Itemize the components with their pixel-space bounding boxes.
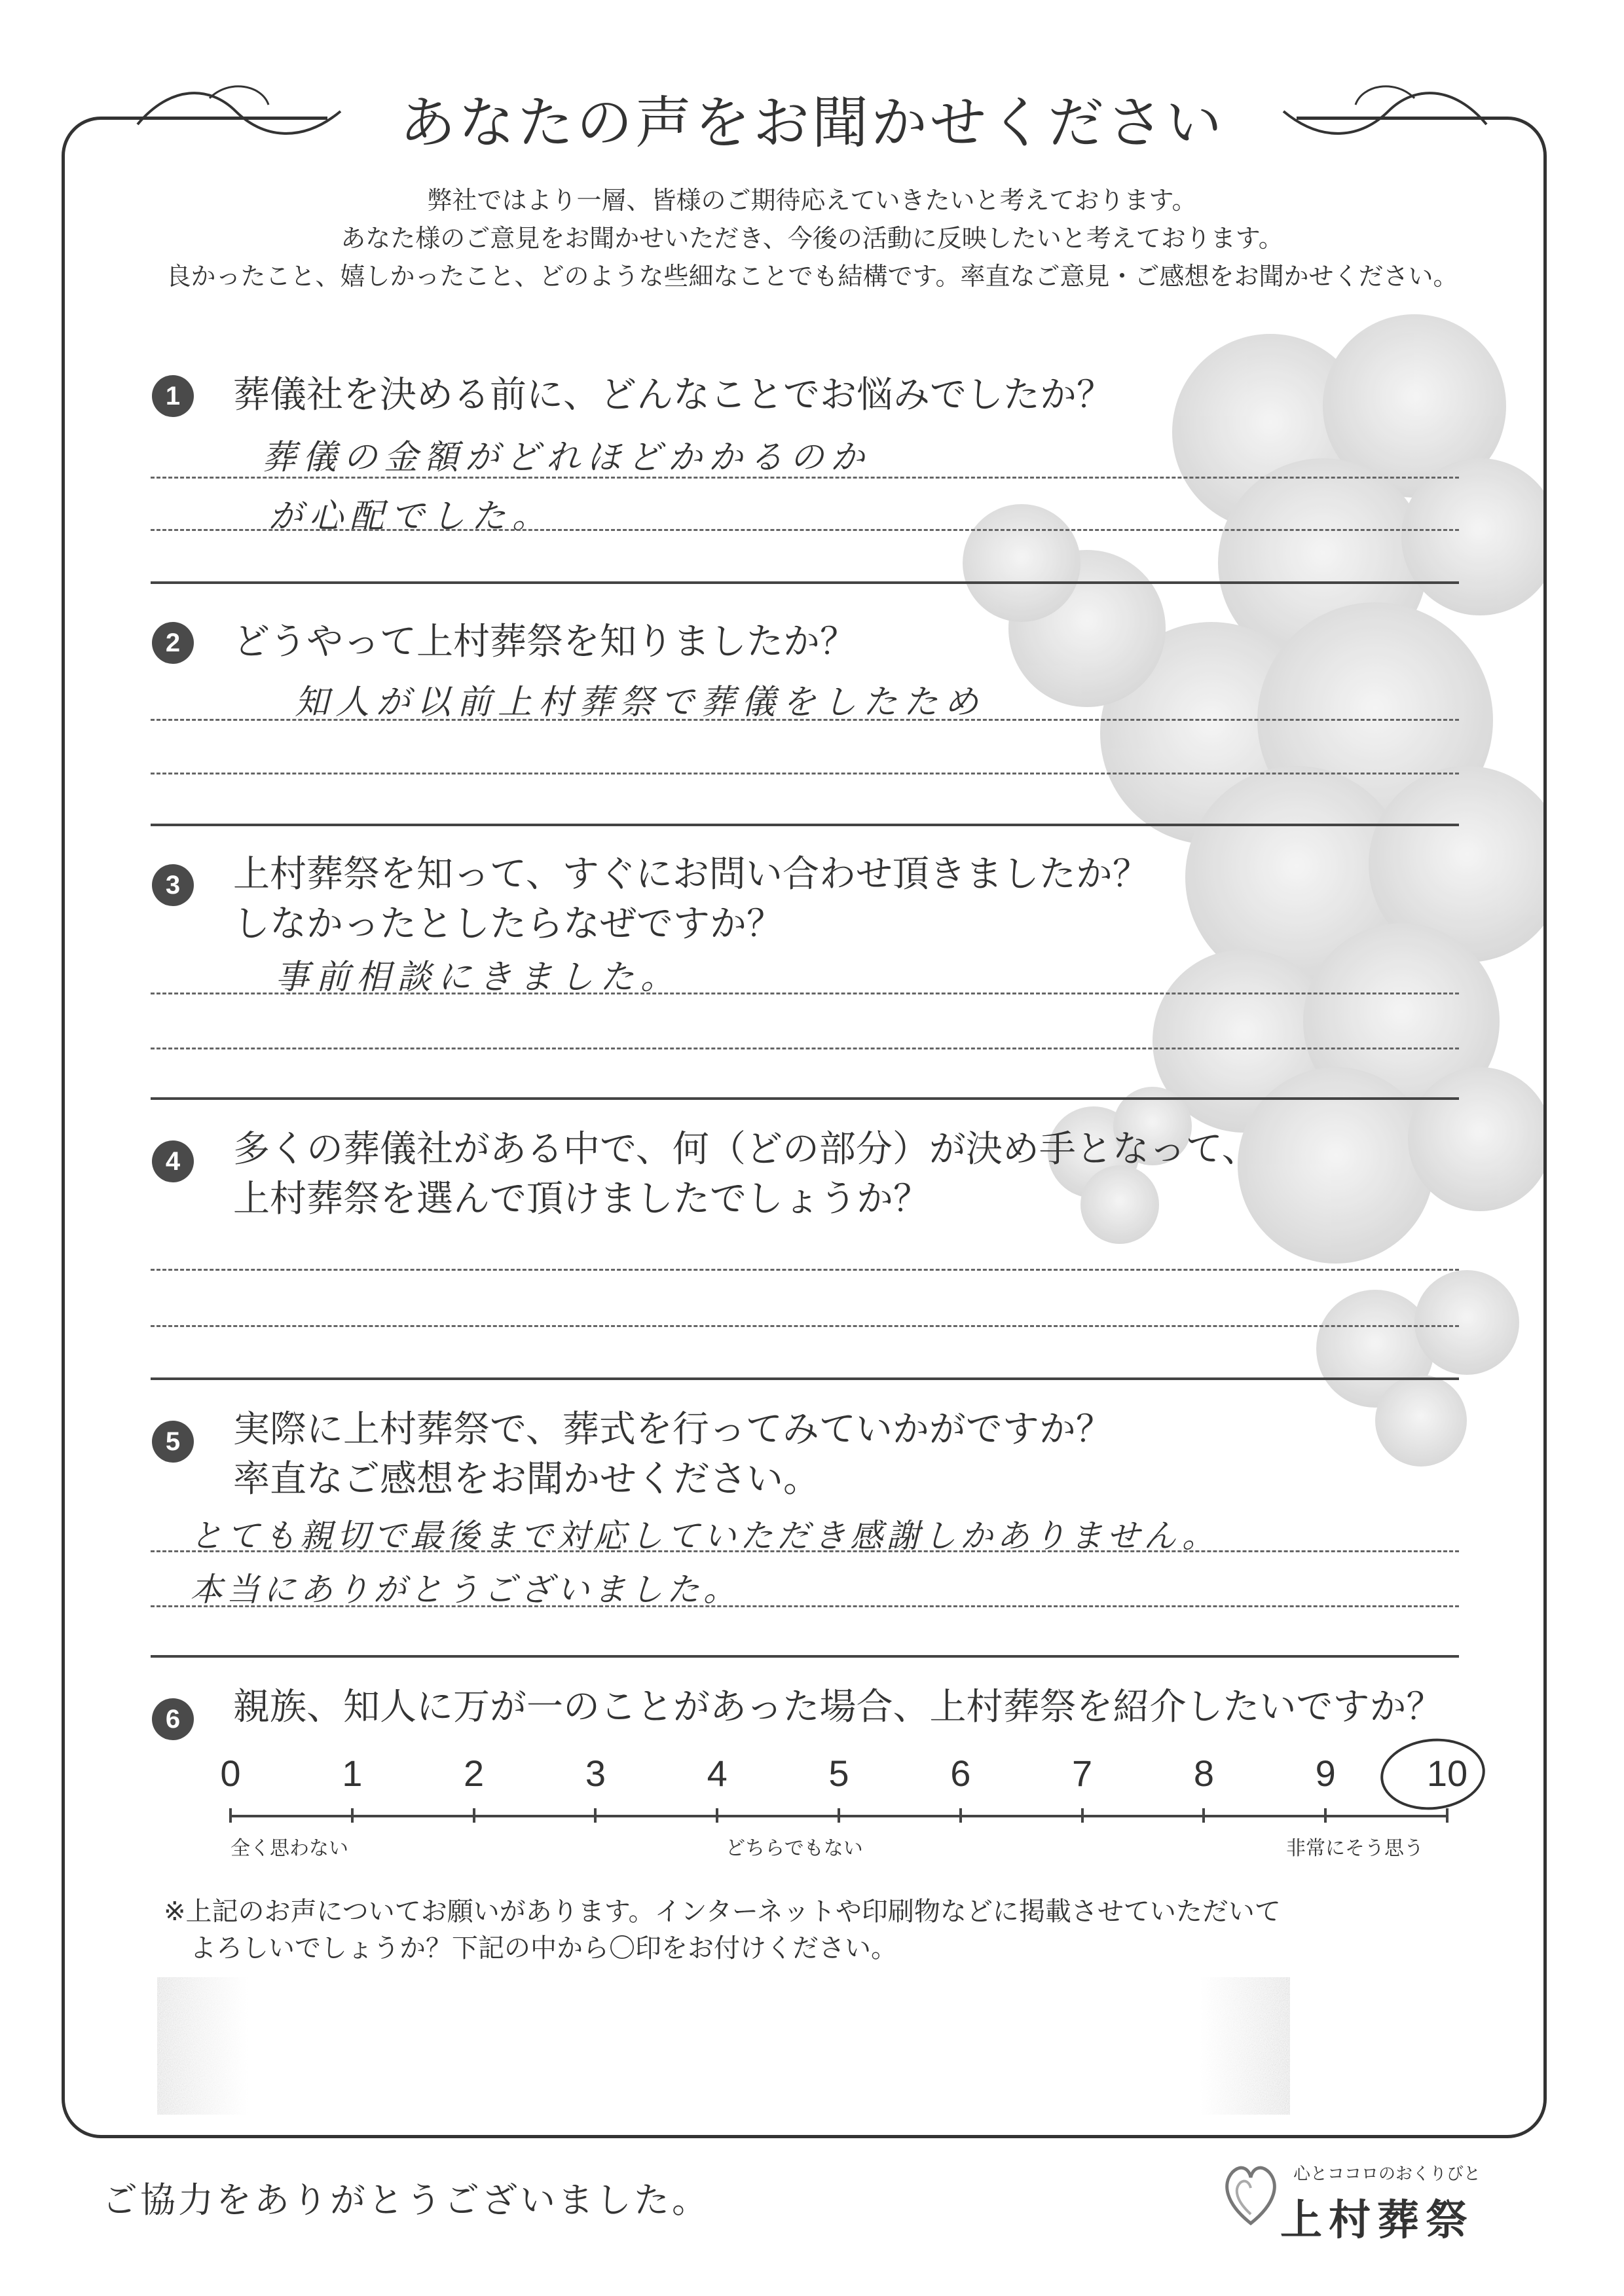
scale-tick xyxy=(838,1808,840,1823)
question-number-badge: 3 xyxy=(152,864,194,906)
scale-tick xyxy=(229,1808,232,1823)
question-text: 率直なご感想をお聞かせください。 xyxy=(233,1458,820,1501)
scale-tick xyxy=(1081,1808,1084,1823)
brand-tagline: 心とココロのおくりびと xyxy=(1293,2164,1481,2184)
scale-tick xyxy=(594,1808,597,1823)
scale-tick xyxy=(1202,1808,1205,1823)
scale-value-4[interactable]: 4 xyxy=(707,1753,728,1794)
scale-value-3[interactable]: 3 xyxy=(585,1753,606,1794)
section-divider xyxy=(151,1097,1459,1100)
question-number-badge: 1 xyxy=(152,375,194,417)
scale-mid-label: どちらでもない xyxy=(726,1837,863,1860)
scale-tick xyxy=(1446,1808,1449,1823)
brand-name: 上村葬祭 xyxy=(1280,2196,1474,2245)
answer-line xyxy=(151,993,1459,994)
handwritten-answer: 本当にありがとうございました。 xyxy=(190,1571,740,1609)
answer-line xyxy=(151,529,1459,531)
handwritten-answer: 葬儀の金額がどれほどかかるのか xyxy=(262,438,872,477)
question-text: 実際に上村葬祭で、葬式を行ってみていかがですか？ xyxy=(233,1408,1113,1451)
heart-logo-icon xyxy=(1219,2158,1282,2230)
section-divider xyxy=(151,824,1459,826)
scale-value-2[interactable]: 2 xyxy=(464,1753,485,1794)
answer-line xyxy=(151,1269,1459,1271)
intro-line: 良かったこと、嬉しかったこと、どのような些細なことでも結構です。率直なご意見・ご感想をお聞かせください。 xyxy=(166,262,1458,291)
scale-tick xyxy=(473,1808,475,1823)
intro-line: 弊社ではより一層、皆様のご期待応えていきたいと考えております。 xyxy=(427,186,1197,215)
answer-line xyxy=(151,477,1459,479)
handwritten-answer: 知人が以前上村葬祭で葬儀をしたため xyxy=(295,683,986,722)
question-text: 上村葬祭を知って、すぐにお問い合わせ頂きましたか？ xyxy=(233,853,1149,896)
question-number-badge: 4 xyxy=(152,1140,194,1182)
scale-value-8[interactable]: 8 xyxy=(1193,1753,1214,1794)
section-divider xyxy=(151,1655,1459,1658)
question-text: 親族、知人に万が一のことがあった場合、上村葬祭を紹介したいですか？ xyxy=(233,1686,1443,1728)
question-text: 葬儀社を決める前に、どんなことでお悩みでしたか？ xyxy=(233,374,1113,416)
redacted-area xyxy=(157,1977,1290,2115)
page-title: あなたの声をお聞かせください xyxy=(399,90,1225,156)
intro-line: あなた様のご意見をお聞かせいただき、今後の活動に反映したいと考えております。 xyxy=(341,224,1283,253)
scale-tick xyxy=(351,1808,354,1823)
scale-value-6[interactable]: 6 xyxy=(950,1753,971,1794)
question-text: 上村葬祭を選んで頂けましたでしょうか？ xyxy=(233,1178,930,1220)
answer-line xyxy=(151,1605,1459,1607)
scale-value-5[interactable]: 5 xyxy=(828,1753,849,1794)
answer-line xyxy=(151,719,1459,721)
answer-line xyxy=(151,1325,1459,1327)
section-divider xyxy=(151,1377,1459,1380)
question-text: 多くの葬儀社がある中で、何（どの部分）が決め手となって、 xyxy=(233,1128,1259,1171)
question-number-badge: 6 xyxy=(152,1698,194,1740)
question-number-badge: 5 xyxy=(152,1421,194,1463)
answer-line xyxy=(151,1048,1459,1049)
scale-tick xyxy=(716,1808,718,1823)
scale-high-label: 非常にそう思う xyxy=(1286,1837,1424,1860)
question-text: しなかったとしたらなぜですか？ xyxy=(233,903,783,945)
handwritten-answer: 事前相談にきました。 xyxy=(275,958,682,997)
notice-text: よろしいでしょうか？下記の中から〇印をお付けください。 xyxy=(190,1933,897,1963)
notice-text: ※上記のお声についてお願いがあります。インターネットや印刷物などに掲載させていただいて xyxy=(164,1897,1281,1927)
handwritten-answer: とても親切で最後まで対応していただき感謝しかありません。 xyxy=(190,1517,1219,1555)
scale-value-1[interactable]: 1 xyxy=(342,1753,363,1794)
answer-line xyxy=(151,773,1459,774)
scale-tick xyxy=(1324,1808,1327,1823)
scale-value-7[interactable]: 7 xyxy=(1072,1753,1093,1794)
question-text: どうやって上村葬祭を知りましたか？ xyxy=(233,621,857,663)
scale-value-0[interactable]: 0 xyxy=(220,1753,241,1794)
scale-value-9[interactable]: 9 xyxy=(1315,1753,1336,1794)
scale-tick xyxy=(959,1808,962,1823)
scale-low-label: 全く思わない xyxy=(231,1837,348,1860)
scale-value-10[interactable]: 10 xyxy=(1426,1753,1468,1794)
closing-thanks: ご協力をありがとうございました。 xyxy=(102,2179,710,2221)
answer-line xyxy=(151,1550,1459,1552)
handwritten-answer: が心配でした。 xyxy=(268,497,553,536)
section-divider xyxy=(151,581,1459,584)
question-number-badge: 2 xyxy=(152,622,194,664)
